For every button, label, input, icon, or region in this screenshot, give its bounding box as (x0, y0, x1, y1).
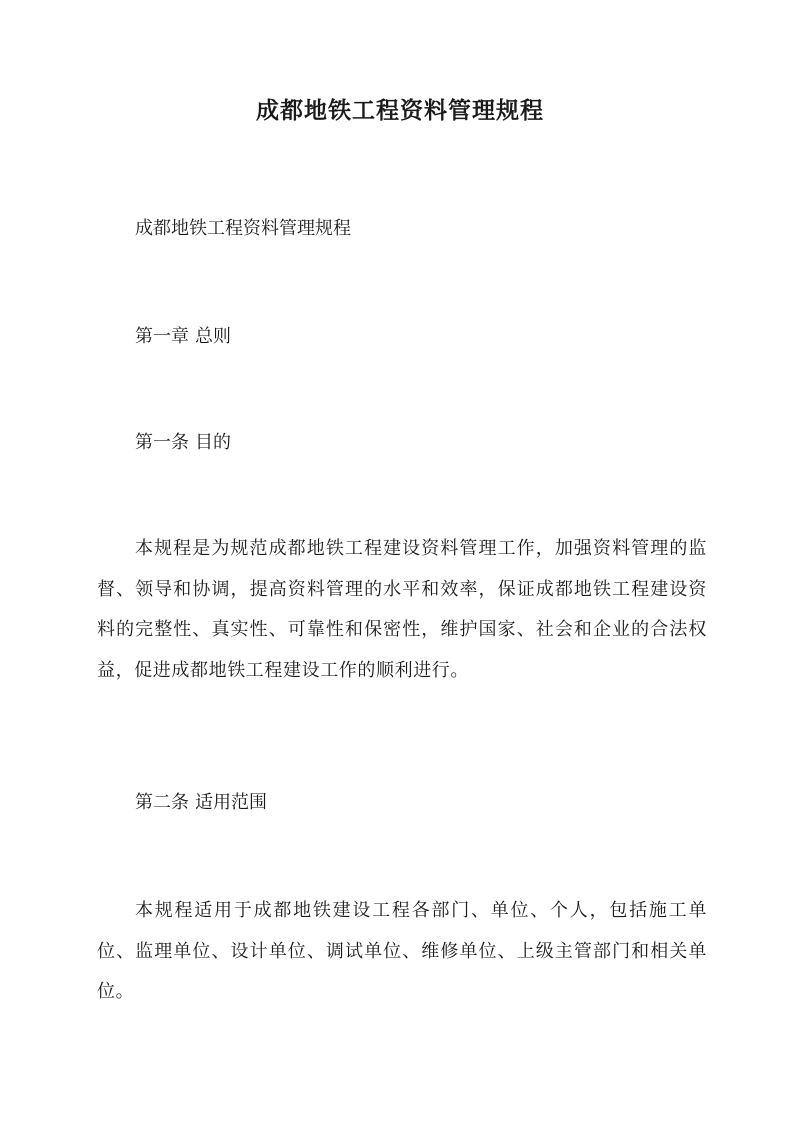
document-title: 成都地铁工程资料管理规程 (256, 97, 544, 124)
chapter-name: 总则 (195, 326, 231, 347)
article-1-number: 第一条 (135, 432, 189, 453)
article-2-heading (135, 788, 267, 818)
article-1-body: 本规程是为规范成都地铁工程建设资料管理工作，加强资料管理的监督、领导和协调，提高资料管理的水平和效率，保证成都地铁工程建设资料的完整性、真实性、可靠性和保密性，维护国家、社会和企业的合法权益，促进成都地铁工程建设工作的顺利进行。 (97, 538, 707, 681)
document-subtitle: 成都地铁工程资料管理规程 (135, 218, 351, 239)
article-1-heading (135, 428, 231, 458)
article-2-body: 本规程适用于成都地铁建设工程各部门、单位、个人，包括施工单位、监理单位、设计单位、调试单位、维修单位、上级主管部门和相关单位。 (97, 900, 707, 1002)
article-2-number: 第二条 (135, 792, 189, 813)
chapter-number: 第一章 (135, 326, 189, 347)
chapter-heading (135, 322, 231, 352)
article-1-name: 目的 (195, 432, 231, 453)
article-2-name: 适用范围 (195, 792, 267, 813)
